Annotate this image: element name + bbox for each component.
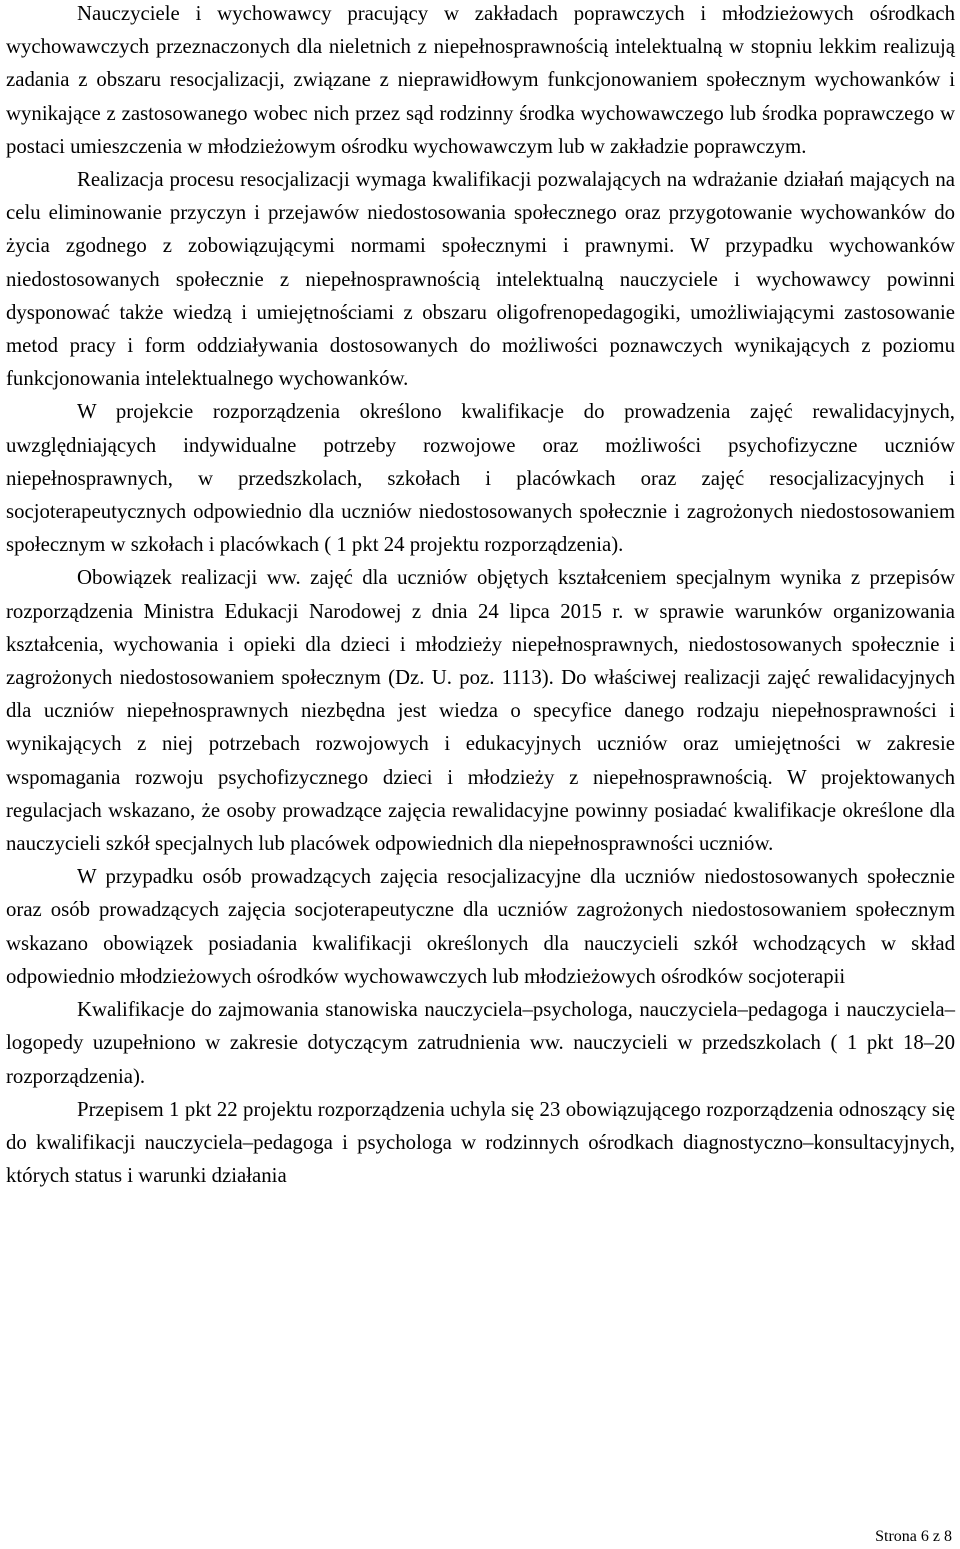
paragraph-6: Kwalifikacje do zajmowania stanowiska nauczyciela–psychologa, nauczyciela–pedagoga i nauczyciela–logopedy uzupełniono w zakresie dotyczącym zatrudnienia ww. nauczycieli w przedszkolach ( 1 pkt 18–20 rozporządzenia). [6, 998, 955, 1088]
paragraph-1: Nauczyciele i wychowawcy pracujący w zakładach poprawczych i młodzieżowych ośrodkach wychowawczych przeznaczonych dla nieletnich z niepełnosprawnością intelektualną w stopniu lekkim realizują zadania z obszaru resocjalizacji, związane z nieprawidłowym funkcjonowaniem społecznym wychowanków i wynikające z zastosowanego wobec nich przez sąd rodzinny środka wychowawczego lub środka poprawczego w postaci umieszczenia w młodzieżowym ośrodku wychowawczym lub w zakładzie poprawczym. [6, 2, 955, 158]
document-body [6, 0, 955, 1192]
paragraph-3: W projekcie rozporządzenia określono kwalifikacje do prowadzenia zajęć rewalidacyjnych, uwzględniających indywidualne potrzeby rozwojowe oraz możliwości psychofizyczne uczniów niepełnosprawnych, w przedszkolach, szkołach i placówkach oraz zajęć resocjalizacyjnych i socjoterapeutycznych odpowiednio dla uczniów niedostosowanych społecznie i zagrożonych niedostosowaniem społecznym w szkołach i placówkach ( 1 pkt 24 projektu rozporządzenia). [6, 400, 955, 557]
page-number: Strona 6 z 8 [875, 1528, 952, 1545]
paragraph-4: Obowiązek realizacji ww. zajęć dla uczniów objętych kształceniem specjalnym wynika z przepisów rozporządzenia Ministra Edukacji Narodowej z dnia 24 lipca 2015 r. w sprawie warunków organizowania kształcenia, wychowania i opieki dla dzieci i młodzieży niepełnosprawnych, niedostosowanych społecznie i zagrożonych niedostosowaniem społecznym (Dz. U. poz. 1113). Do właściwej realizacji zajęć rewalidacyjnych dla uczniów niepełnosprawnych niezbędna jest wiedza o specyfice danego rodzaju niepełnosprawności i wynikających z niej potrzebach rozwojowych i edukacyjnych uczniów oraz umiejętności w zakresie wspomagania rozwoju psychofizycznego dzieci i młodzieży z niepełnosprawnością. W projektowanych regulacjach wskazano, że osoby prowadzące zajęcia rewalidacyjne powinny posiadać kwalifikacje określone dla nauczycieli szkół specjalnych lub placówek odpowiednich dla niepełnosprawności uczniów. [6, 566, 955, 856]
paragraph-7: Przepisem 1 pkt 22 projektu rozporządzenia uchyla się 23 obowiązującego rozporządzenia odnoszący się do kwalifikacji nauczyciela–pedagoga i psychologa w rodzinnych ośrodkach diagnostyczno–konsultacyjnych, których status i warunki działania [6, 1097, 955, 1188]
paragraph-5: W przypadku osób prowadzących zajęcia resocjalizacyjne dla uczniów niedostosowanych społecznie oraz osób prowadzących zajęcia socjoterapeutyczne dla uczniów zagrożonych niedostosowaniem społecznym wskazano obowiązek posiadania kwalifikacji określonych dla nauczycieli szkół wchodzących w skład odpowiednio młodzieżowych ośrodków wychowawczych lub młodzieżowych ośrodków socjoterapii [6, 865, 955, 988]
paragraph-2: Realizacja procesu resocjalizacji wymaga kwalifikacji pozwalających na wdrażanie działań mających na celu eliminowanie przyczyn i przejawów niedostosowania społecznego oraz przygotowanie wychowanków do życia zgodnego z zobowiązującymi normami społecznymi i prawnymi. W przypadku wychowanków niedostosowanych społecznie z niepełnosprawnością intelektualną nauczyciele i wychowawcy powinni dysponować także wiedzą i umiejętnościami z obszaru oligofrenopedagogiki, umożliwiającymi zastosowanie metod pracy i form oddziaływania dostosowanych do możliwości poznawczych wynikających z poziomu funkcjonowania intelektualnego wychowanków. [6, 168, 955, 391]
